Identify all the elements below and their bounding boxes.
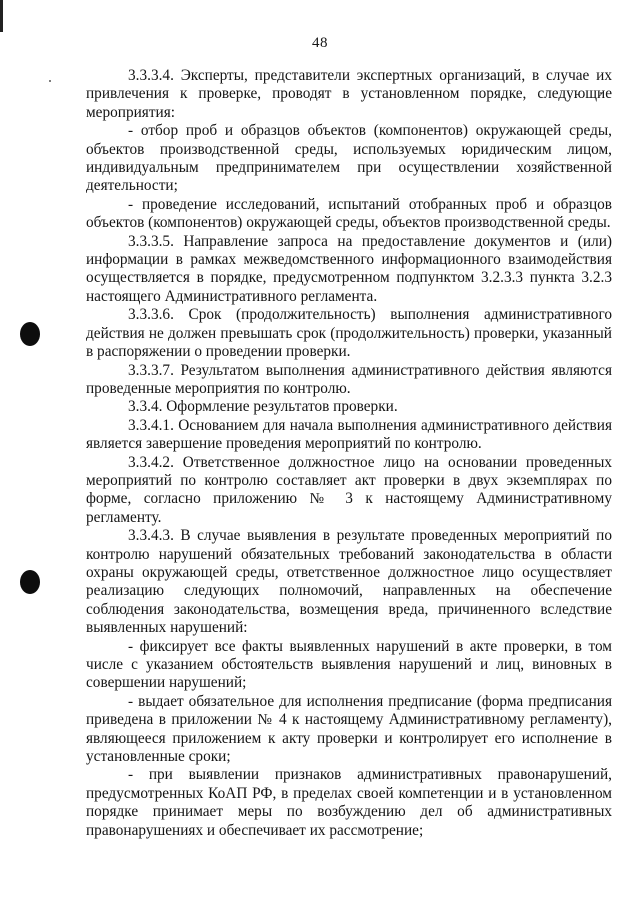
punch-hole [20, 322, 40, 346]
list-item-testing: - проведение исследований, испытаний отобранных проб и образцов объектов (компонентов) окружающей среды, объектов производственной среды. [86, 195, 612, 232]
list-item-issue-order: - выдает обязательное для исполнения предписание (форма предписания приведена в приложении № 4 к настоящему Административному регламенту), являющееся приложением к акту проверки и контролирует его исполнение в установленные сроки; [86, 692, 612, 766]
document-body [86, 67, 612, 840]
paragraph-3-3-3-6: 3.3.3.6. Срок (продолжительность) выполнения административного действия не должен превышать срок (продолжительность) проверки, указанный в распоряжении о проведении проверки. [86, 306, 612, 361]
list-item-record-violations: - фиксирует все факты выявленных нарушений в акте проверки, в том числе с указанием обстоятельств выявления нарушений и лиц, виновных в совершении нарушений; [86, 637, 612, 692]
page-number: 48 [312, 35, 328, 51]
list-item-administrative-measures: - при выявлении признаков административных правонарушений, предусмотренных КоАП РФ, в пределах своей компетенции и в установленном порядке принимает меры по возбуждению дел об административных правонарушениях и обеспечивает их рассмотрение; [86, 766, 612, 839]
paragraph-3-3-3-5: 3.3.3.5. Направление запроса на предоставление документов и (или) информации в рамках межведомственного информационного взаимодействия осуществляется в порядке, предусмотренном подпунктом 3.2.3.3 пункта 3.2.3 настоящего Административного регламента. [86, 232, 612, 305]
list-item-sampling: - отбор проб и образцов объектов (компонентов) окружающей среды, объектов производственной среды, используемых юридическим лицом, индивидуальным предпринимателем при осуществлении хозяйственной деятельности; [86, 122, 612, 195]
section-heading-3-3-4: 3.3.4. Оформление результатов проверки. [128, 398, 398, 416]
punch-hole [20, 570, 40, 594]
paragraph-3-3-3-7: 3.3.3.7. Результатом выполнения административного действия являются проведенные мероприятия по контролю. [86, 361, 612, 397]
scan-speck [49, 80, 51, 82]
paragraph-3-3-4-1: 3.3.4.1. Основанием для начала выполнения административного действия является завершение проведения мероприятий по контролю. [86, 416, 612, 453]
paragraph-3-3-4-2: 3.3.4.2. Ответственное должностное лицо на основании проведенных мероприятий по контролю составляет акт проверки в двух экземплярах по форме, согласно приложению № 3 к настоящему Административному регламенту. [86, 453, 612, 526]
scan-edge-mark [0, 0, 3, 32]
paragraph-3-3-4-3: 3.3.4.3. В случае выявления в результате проведенных мероприятий по контролю нарушений обязательных требований законодательства в области охраны окружающей среды, ответственное должностное лицо осуществляет реализацию следующих полномочий, направленных на обеспечение соблюдения законодательства, возмещения вреда, причиненного вследствие выявленных нарушений: [86, 527, 612, 637]
paragraph-3-3-3-4: 3.3.3.4. Эксперты, представители экспертных организаций, в случае их привлечения к проверке, проводят в установленном порядке, следующие мероприятия: [86, 67, 612, 121]
